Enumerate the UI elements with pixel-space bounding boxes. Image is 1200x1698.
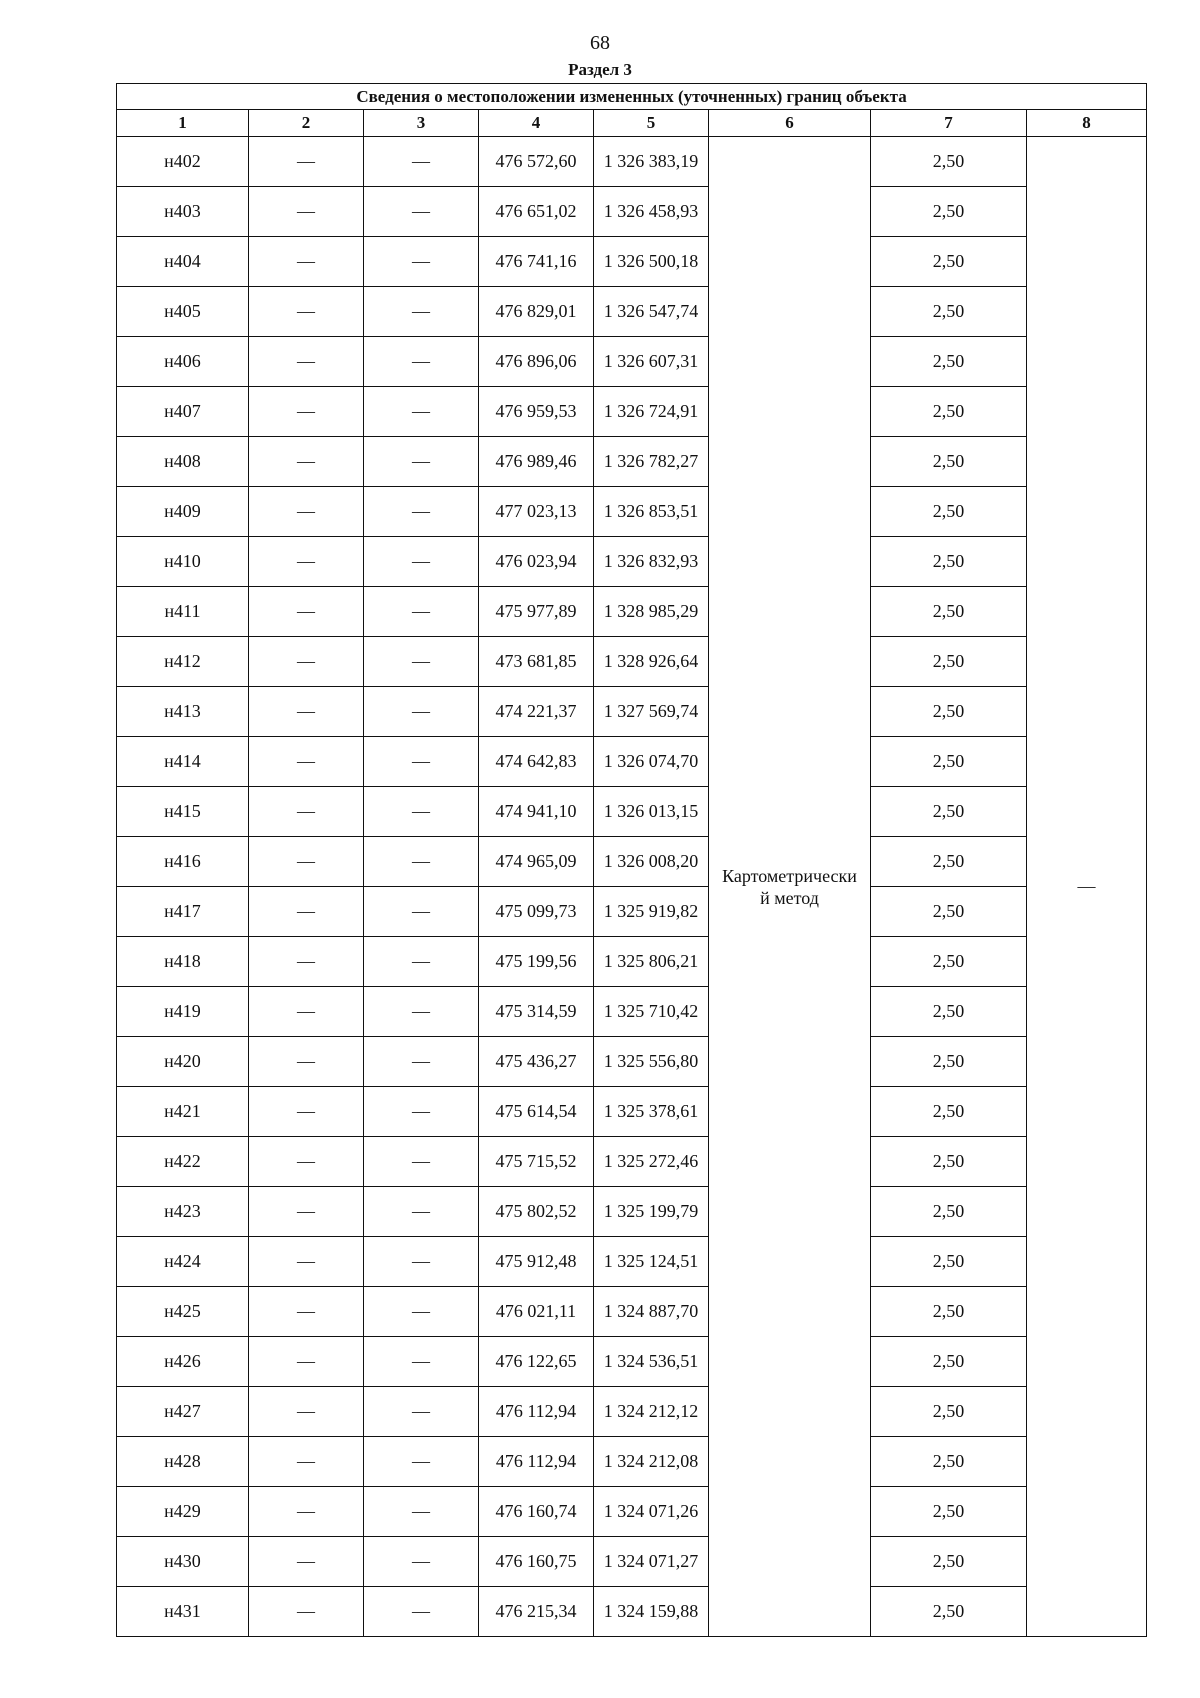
column-2-cell: — [249,287,364,337]
column-2-cell: — [249,187,364,237]
point-number-cell: н426 [117,1337,249,1387]
x-coordinate-cell: 476 896,06 [479,337,594,387]
table-row [117,1387,1147,1437]
x-coordinate-cell: 476 023,94 [479,537,594,587]
table-row [117,437,1147,487]
y-coordinate-cell: 1 326 547,74 [594,287,709,337]
column-3-cell: — [364,687,479,737]
accuracy-cell: 2,50 [871,387,1027,437]
table-row [117,387,1147,437]
point-number-cell: н427 [117,1387,249,1437]
table-row [117,987,1147,1037]
accuracy-cell: 2,50 [871,1587,1027,1637]
x-coordinate-cell: 475 802,52 [479,1187,594,1237]
column-2-cell: — [249,387,364,437]
y-coordinate-cell: 1 326 383,19 [594,137,709,187]
point-number-cell: н412 [117,637,249,687]
column-3-cell: — [364,1037,479,1087]
column-3-cell: — [364,837,479,887]
column-2-cell: — [249,1487,364,1537]
x-coordinate-cell: 475 614,54 [479,1087,594,1137]
y-coordinate-cell: 1 325 199,79 [594,1187,709,1237]
column-3-cell: — [364,487,479,537]
table-row [117,1087,1147,1137]
y-coordinate-cell: 1 325 919,82 [594,887,709,937]
table-row [117,687,1147,737]
column-2-cell: — [249,1087,364,1137]
accuracy-cell: 2,50 [871,1237,1027,1287]
column-2-cell: — [249,1437,364,1487]
y-coordinate-cell: 1 325 378,61 [594,1087,709,1137]
column-2-cell: — [249,987,364,1037]
column-8-cell: — [1027,137,1147,1637]
column-3-cell: — [364,1337,479,1387]
column-3-cell: — [364,1387,479,1437]
column-number-3: 3 [364,110,479,137]
column-2-cell: — [249,1137,364,1187]
column-2-cell: — [249,1537,364,1587]
column-3-cell: — [364,387,479,437]
x-coordinate-cell: 476 741,16 [479,237,594,287]
column-2-cell: — [249,237,364,287]
column-number-7: 7 [871,110,1027,137]
table-row [117,1237,1147,1287]
x-coordinate-cell: 476 112,94 [479,1437,594,1487]
accuracy-cell: 2,50 [871,587,1027,637]
column-3-cell: — [364,987,479,1037]
column-3-cell: — [364,1587,479,1637]
table-row [117,487,1147,537]
point-number-cell: н410 [117,537,249,587]
column-3-cell: — [364,637,479,687]
point-number-cell: н419 [117,987,249,1037]
point-number-cell: н420 [117,1037,249,1087]
point-number-cell: н429 [117,1487,249,1537]
point-number-cell: н425 [117,1287,249,1337]
y-coordinate-cell: 1 324 212,08 [594,1437,709,1487]
column-3-cell: — [364,1437,479,1487]
column-2-cell: — [249,587,364,637]
y-coordinate-cell: 1 325 124,51 [594,1237,709,1287]
column-3-cell: — [364,1187,479,1237]
table-caption: Сведения о местоположении измененных (уточненных) границ объекта [117,84,1147,110]
accuracy-cell: 2,50 [871,1537,1027,1587]
x-coordinate-cell: 473 681,85 [479,637,594,687]
accuracy-cell: 2,50 [871,887,1027,937]
column-2-cell: — [249,137,364,187]
accuracy-cell: 2,50 [871,1437,1027,1487]
point-number-cell: н428 [117,1437,249,1487]
accuracy-cell: 2,50 [871,837,1027,887]
accuracy-cell: 2,50 [871,237,1027,287]
y-coordinate-cell: 1 326 832,93 [594,537,709,587]
x-coordinate-cell: 476 021,11 [479,1287,594,1337]
column-number-8: 8 [1027,110,1147,137]
accuracy-cell: 2,50 [871,1487,1027,1537]
y-coordinate-cell: 1 324 071,27 [594,1537,709,1587]
point-number-cell: н417 [117,887,249,937]
column-3-cell: — [364,887,479,937]
column-3-cell: — [364,937,479,987]
column-2-cell: — [249,837,364,887]
accuracy-cell: 2,50 [871,537,1027,587]
column-3-cell: — [364,1137,479,1187]
table-row [117,1537,1147,1587]
accuracy-cell: 2,50 [871,687,1027,737]
table-row [117,537,1147,587]
table-row [117,587,1147,637]
accuracy-cell: 2,50 [871,637,1027,687]
accuracy-cell: 2,50 [871,737,1027,787]
y-coordinate-cell: 1 326 458,93 [594,187,709,237]
page-number: 68 [590,32,610,54]
column-number-row [117,110,1147,137]
y-coordinate-cell: 1 325 806,21 [594,937,709,987]
table-row [117,1287,1147,1337]
y-coordinate-cell: 1 326 013,15 [594,787,709,837]
y-coordinate-cell: 1 326 724,91 [594,387,709,437]
accuracy-cell: 2,50 [871,1187,1027,1237]
table-row [117,1037,1147,1087]
column-2-cell: — [249,737,364,787]
accuracy-cell: 2,50 [871,937,1027,987]
x-coordinate-cell: 474 642,83 [479,737,594,787]
method-text-line-2: й метод [760,887,819,908]
point-number-cell: н409 [117,487,249,537]
table-row [117,237,1147,287]
table-row [117,287,1147,337]
column-2-cell: — [249,1037,364,1087]
column-2-cell: — [249,537,364,587]
column-2-cell: — [249,787,364,837]
point-number-cell: н423 [117,1187,249,1237]
point-number-cell: н430 [117,1537,249,1587]
x-coordinate-cell: 476 989,46 [479,437,594,487]
x-coordinate-cell: 476 651,02 [479,187,594,237]
column-2-cell: — [249,1337,364,1387]
column-3-cell: — [364,537,479,587]
column-3-cell: — [364,587,479,637]
accuracy-cell: 2,50 [871,787,1027,837]
accuracy-cell: 2,50 [871,137,1027,187]
column-3-cell: — [364,1087,479,1137]
column-number-5: 5 [594,110,709,137]
x-coordinate-cell: 475 977,89 [479,587,594,637]
y-coordinate-cell: 1 326 500,18 [594,237,709,287]
table-row [117,1187,1147,1237]
x-coordinate-cell: 475 099,73 [479,887,594,937]
point-number-cell: н415 [117,787,249,837]
table-row [117,737,1147,787]
y-coordinate-cell: 1 326 782,27 [594,437,709,487]
accuracy-cell: 2,50 [871,437,1027,487]
table-row [117,887,1147,937]
y-coordinate-cell: 1 324 887,70 [594,1287,709,1337]
point-number-cell: н416 [117,837,249,887]
table-row [117,637,1147,687]
x-coordinate-cell: 476 215,34 [479,1587,594,1637]
x-coordinate-cell: 476 959,53 [479,387,594,437]
point-number-cell: н403 [117,187,249,237]
boundary-coordinates-table [116,83,1147,1637]
x-coordinate-cell: 474 965,09 [479,837,594,887]
y-coordinate-cell: 1 326 008,20 [594,837,709,887]
y-coordinate-cell: 1 324 212,12 [594,1387,709,1437]
y-coordinate-cell: 1 325 710,42 [594,987,709,1037]
accuracy-cell: 2,50 [871,1137,1027,1187]
table-row [117,837,1147,887]
x-coordinate-cell: 474 941,10 [479,787,594,837]
column-number-4: 4 [479,110,594,137]
column-2-cell: — [249,487,364,537]
y-coordinate-cell: 1 324 536,51 [594,1337,709,1387]
point-number-cell: н406 [117,337,249,387]
table-row [117,787,1147,837]
point-number-cell: н422 [117,1137,249,1187]
y-coordinate-cell: 1 325 272,46 [594,1137,709,1187]
accuracy-cell: 2,50 [871,287,1027,337]
column-2-cell: — [249,437,364,487]
column-2-cell: — [249,887,364,937]
table-row [117,937,1147,987]
column-2-cell: — [249,637,364,687]
x-coordinate-cell: 475 436,27 [479,1037,594,1087]
column-2-cell: — [249,337,364,387]
accuracy-cell: 2,50 [871,1287,1027,1337]
column-3-cell: — [364,787,479,837]
column-3-cell: — [364,737,479,787]
y-coordinate-cell: 1 324 071,26 [594,1487,709,1537]
point-number-cell: н413 [117,687,249,737]
x-coordinate-cell: 475 314,59 [479,987,594,1037]
point-number-cell: н414 [117,737,249,787]
table-row [117,1587,1147,1637]
x-coordinate-cell: 476 122,65 [479,1337,594,1387]
y-coordinate-cell: 1 325 556,80 [594,1037,709,1087]
point-number-cell: н418 [117,937,249,987]
table-row [117,1437,1147,1487]
column-2-cell: — [249,937,364,987]
column-3-cell: — [364,237,479,287]
table-row [117,187,1147,237]
accuracy-cell: 2,50 [871,187,1027,237]
column-3-cell: — [364,1237,479,1287]
accuracy-cell: 2,50 [871,1337,1027,1387]
x-coordinate-cell: 477 023,13 [479,487,594,537]
x-coordinate-cell: 476 160,75 [479,1537,594,1587]
x-coordinate-cell: 476 829,01 [479,287,594,337]
point-number-cell: н431 [117,1587,249,1637]
column-number-1: 1 [117,110,249,137]
column-2-cell: — [249,1587,364,1637]
y-coordinate-cell: 1 324 159,88 [594,1587,709,1637]
column-3-cell: — [364,187,479,237]
accuracy-cell: 2,50 [871,1087,1027,1137]
y-coordinate-cell: 1 326 607,31 [594,337,709,387]
y-coordinate-cell: 1 328 985,29 [594,587,709,637]
accuracy-cell: 2,50 [871,337,1027,387]
accuracy-cell: 2,50 [871,487,1027,537]
table-body [117,137,1147,1637]
point-number-cell: н408 [117,437,249,487]
x-coordinate-cell: 475 912,48 [479,1237,594,1287]
column-3-cell: — [364,337,479,387]
point-number-cell: н411 [117,587,249,637]
column-2-cell: — [249,1287,364,1337]
point-number-cell: н407 [117,387,249,437]
accuracy-cell: 2,50 [871,1387,1027,1437]
accuracy-cell: 2,50 [871,987,1027,1037]
y-coordinate-cell: 1 326 074,70 [594,737,709,787]
column-number-6: 6 [709,110,871,137]
table-row [117,137,1147,187]
x-coordinate-cell: 474 221,37 [479,687,594,737]
point-number-cell: н421 [117,1087,249,1137]
x-coordinate-cell: 475 199,56 [479,937,594,987]
y-coordinate-cell: 1 327 569,74 [594,687,709,737]
accuracy-cell: 2,50 [871,1037,1027,1087]
column-2-cell: — [249,687,364,737]
method-text-line-1: Картометрически [722,865,857,886]
table-row [117,1137,1147,1187]
y-coordinate-cell: 1 328 926,64 [594,637,709,687]
column-2-cell: — [249,1237,364,1287]
table-row [117,337,1147,387]
y-coordinate-cell: 1 326 853,51 [594,487,709,537]
column-2-cell: — [249,1387,364,1437]
column-number-2: 2 [249,110,364,137]
method-cell [709,137,871,1637]
x-coordinate-cell: 476 112,94 [479,1387,594,1437]
x-coordinate-cell: 475 715,52 [479,1137,594,1187]
table-row [117,1487,1147,1537]
table-row [117,1337,1147,1387]
x-coordinate-cell: 476 572,60 [479,137,594,187]
column-3-cell: — [364,1487,479,1537]
column-3-cell: — [364,1537,479,1587]
column-3-cell: — [364,137,479,187]
point-number-cell: н405 [117,287,249,337]
column-3-cell: — [364,437,479,487]
section-title: Раздел 3 [568,60,632,79]
point-number-cell: н404 [117,237,249,287]
point-number-cell: н424 [117,1237,249,1287]
point-number-cell: н402 [117,137,249,187]
column-2-cell: — [249,1187,364,1237]
column-3-cell: — [364,1287,479,1337]
column-3-cell: — [364,287,479,337]
x-coordinate-cell: 476 160,74 [479,1487,594,1537]
